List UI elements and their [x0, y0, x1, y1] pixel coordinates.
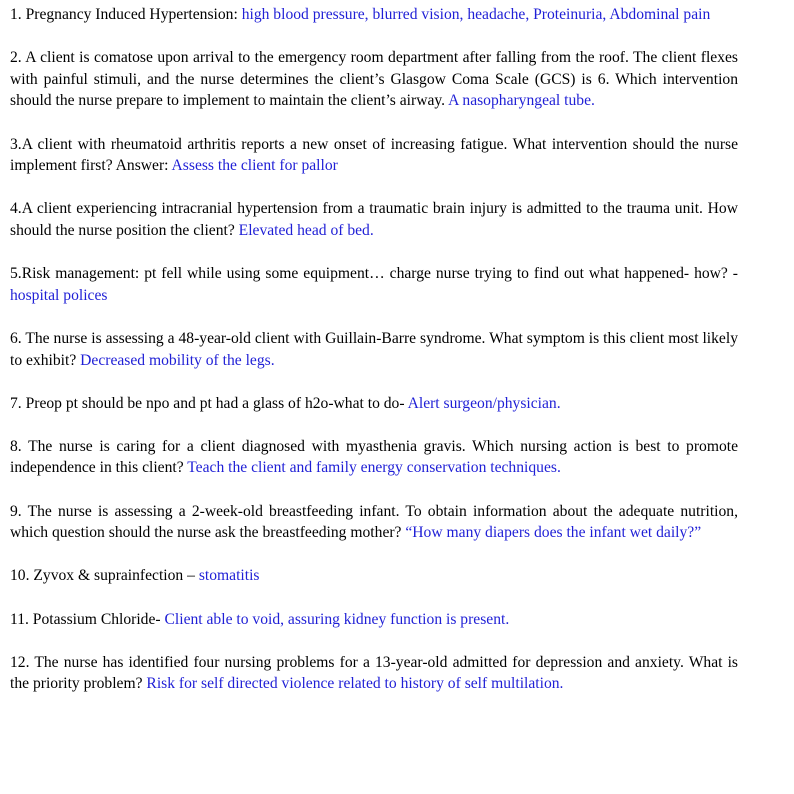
- qa-item-9: [10, 501, 738, 544]
- qa-item-5: [10, 263, 738, 306]
- answer-text: high blood pressure, blurred vision, headache, Proteinuria, Abdominal pain: [241, 6, 711, 23]
- qa-item-7: [10, 393, 738, 415]
- answer-text: Teach the client and family energy conservation techniques.: [187, 459, 561, 477]
- question-text: 1. Pregnancy Induced Hypertension:: [10, 6, 242, 23]
- question-text: 10. Zyvox & suprainfection –: [10, 567, 199, 585]
- qa-item-11: [10, 609, 738, 631]
- question-text: 8. The nurse is caring for a client diagnosed with myasthenia gravis. Which nursing action is best to promote independence in this client?: [10, 437, 738, 477]
- question-text: 3.A client with rheumatoid arthritis reports a new onset of increasing fatigue. What intervention should the nurse implement first? Answer:: [10, 135, 738, 175]
- answer-text: Elevated head of bed.: [238, 221, 374, 239]
- question-text: 5.Risk management: pt fell while using some equipment… charge nurse trying to find out what happened- how? -: [10, 265, 738, 283]
- answer-text: “How many diapers does the infant wet daily?”: [405, 524, 702, 542]
- question-text: 11. Potassium Chloride-: [10, 610, 165, 628]
- question-text: 2. A client is comatose upon arrival to the emergency room department after falling from the roof. The client flexes with painful stimuli, and the nurse determines the client’s Glasgow Coma Scale (GCS) is 6. Which intervention should the nurse prepare to implement to maintain the client’s airway.: [10, 49, 738, 110]
- qa-item-3: [10, 134, 738, 177]
- qa-item-8: [10, 436, 738, 479]
- question-text: 12. The nurse has identified four nursing problems for a 13-year-old admitted for depression and anxiety. What is the priority problem?: [10, 653, 738, 693]
- question-text: 7. Preop pt should be npo and pt had a glass of h2o-what to do-: [10, 394, 408, 412]
- question-text: 6. The nurse is assessing a 48-year-old client with Guillain-Barre syndrome. What symptom is this client most likely to exhibit?: [10, 329, 738, 369]
- qa-item-2: [10, 47, 738, 112]
- question-text: 9. The nurse is assessing a 2-week-old breastfeeding infant. To obtain information about the adequate nutrition, which question should the nurse ask the breastfeeding mother?: [10, 502, 738, 542]
- qa-item-12: [10, 652, 738, 695]
- answer-text: A nasopharyngeal tube.: [448, 92, 595, 110]
- qa-item-10: [10, 565, 738, 587]
- question-text: 4.A client experiencing intracranial hypertension from a traumatic brain injury is admitted to the trauma unit. How should the nurse position the client?: [10, 200, 738, 239]
- answer-text: stomatitis: [198, 567, 260, 585]
- answer-text: Risk for self directed violence related to history of self multilation.: [146, 675, 564, 693]
- qa-item-1: [10, 4, 738, 26]
- answer-text: Alert surgeon/physician.: [407, 394, 561, 412]
- qa-item-4: [10, 198, 738, 241]
- qa-item-6: [10, 328, 738, 371]
- answer-text: Assess the client for pallor: [171, 157, 338, 175]
- answer-text: hospital polices: [10, 286, 108, 304]
- answer-text: Decreased mobility of the legs.: [80, 351, 275, 369]
- answer-text: Client able to void, assuring kidney function is present.: [164, 610, 510, 628]
